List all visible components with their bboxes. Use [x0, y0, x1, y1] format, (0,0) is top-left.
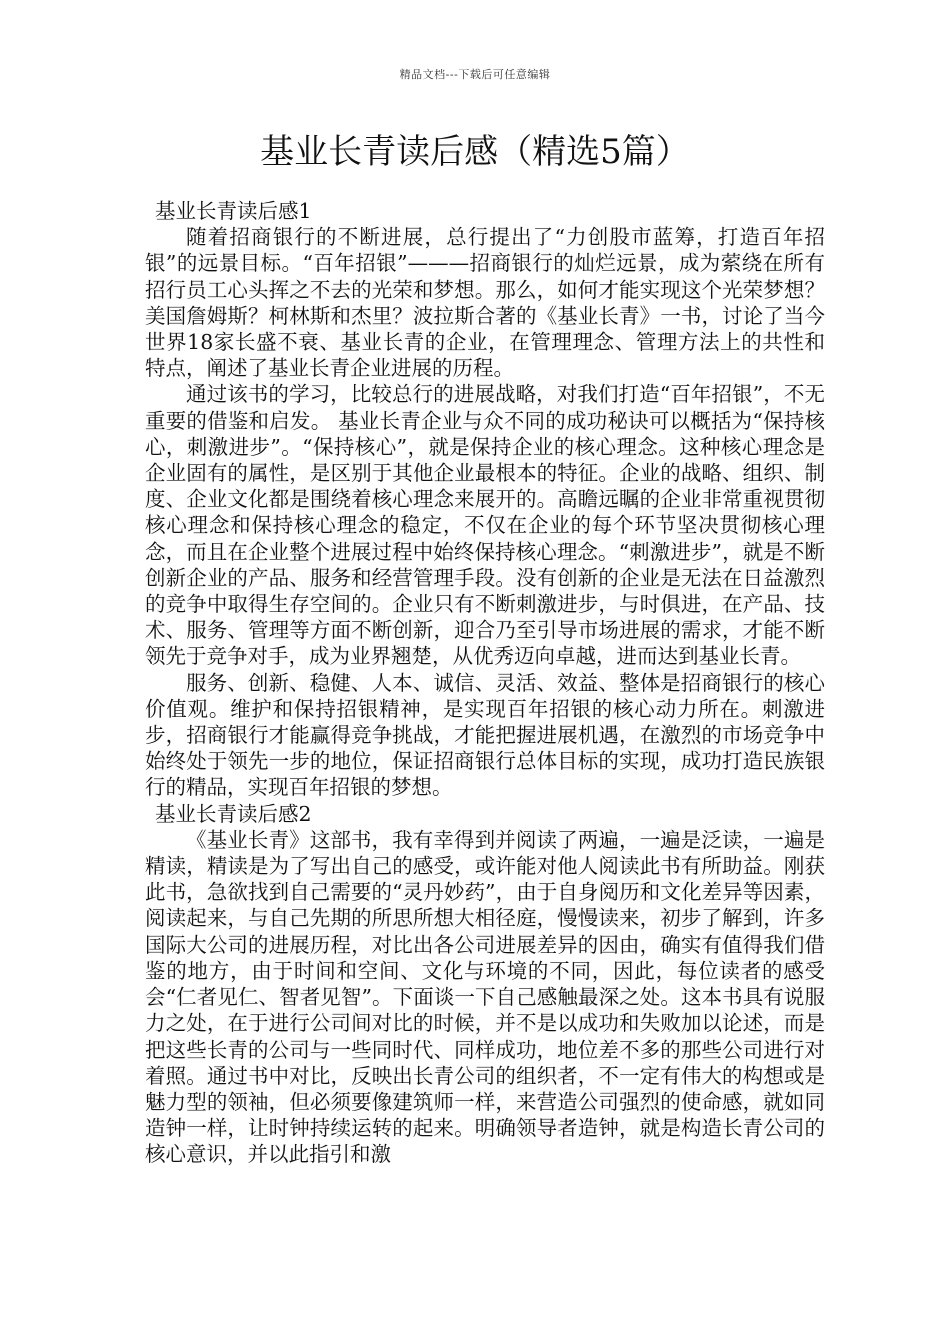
document-body	[145, 198, 825, 1168]
document-title: 基业长青读后感（精选5篇）	[260, 132, 690, 172]
paragraph: 服务、创新、稳健、人本、诚信、灵活、效益、整体是招商银行的核心价值观。维护和保持招银精神，是实现百年招银的核心动力所在。刺激进步，招商银行才能赢得竞争挑战，才能把握进展机遇，在激烈的市场竞争中始终处于领先一步的地位，保证招商银行总体目标的实现，成功打造民族银行的精品，实现百年招银的梦想。	[145, 670, 825, 800]
section-heading: 基业长青读后感1	[155, 199, 312, 223]
paragraph: 《基业长青》这部书，我有幸得到并阅读了两遍，一遍是泛读，一遍是精读，精读是为了写出自己的感受，或许能对他人阅读此书有所助益。刚获此书，急欲找到自己需要的“灵丹妙药”，由于自身阅历和文化差异等因素，阅读起来，与自己先期的所思所想大相径庭，慢慢读来，初步了解到，许多国际大公司的进展历程，对比出各公司进展差异的因由，确实有值得我们借鉴的地方，由于时间和空间、文化与环境的不同，因此，每位读者的感受会“仁者见仁、智者见智”。下面谈一下自己感触最深之处。这本书具有说服力之处，在于进行公司间对比的时候，并不是以成功和失败加以论述，而是把这些长青的公司与一些同时代、同样成功，地位差不多的那些公司进行对着照。通过书中对比，反映出长青公司的组织者，不一定有伟大的构想或是魅力型的领袖，但必须要像建筑师一样，来营造公司强烈的使命感，就如同造钟一样，让时钟持续运转的起来。明确领导者造钟，就是构造长青公司的核心意识，并以此指引和激	[145, 827, 825, 1167]
section-heading: 基业长青读后感2	[155, 801, 312, 826]
paragraph: 通过该书的学习，比较总行的进展战略，对我们打造“百年招银”，不无重要的借鉴和启发。 基业长青企业与众不同的成功秘诀可以概括为“保持核心，刺激进步”。“保持核心”，就是保持企业的核心理念。这种核心理念是企业固有的属性，是区别于其他企业最根本的特征。企业的战略、组织、制度、企业文化都是围绕着核心理念来展开的。高瞻远瞩的企业非常重视贯彻核心理念和保持核心理念的稳定，不仅在企业的每个环节坚决贯彻核心理念，而且在企业整个进展过程中始终保持核心理念。“刺激进步”，就是不断创新企业的产品、服务和经营管理手段。没有创新的企业是无法在日益激烈的竞争中取得生存空间的。企业只有不断刺激进步，与时俱进，在产品、技术、服务、管理等方面不断创新，迎合乃至引导市场进展的需求，才能不断领先于竞争对手，成为业界翘楚，从优秀迈向卓越，进而达到基业长青。	[145, 382, 825, 669]
paragraph: 随着招商银行的不断进展，总行提出了“力创股市蓝筹，打造百年招银”的远景目标。“百年招银”———招商银行的灿烂远景，成为萦绕在所有招行员工心头挥之不去的光荣和梦想。那么，如何才能实现这个光荣梦想？美国詹姆斯？柯林斯和杰里？波拉斯合著的《基业长青》一书，讨论了当今世界18家长盛不衰、基业长青的企业，在管理理念、管理方法上的共性和特点，阐述了基业长青企业进展的历程。	[145, 225, 825, 381]
header-watermark: 精品文档---下载后可任意编辑	[399, 68, 551, 81]
